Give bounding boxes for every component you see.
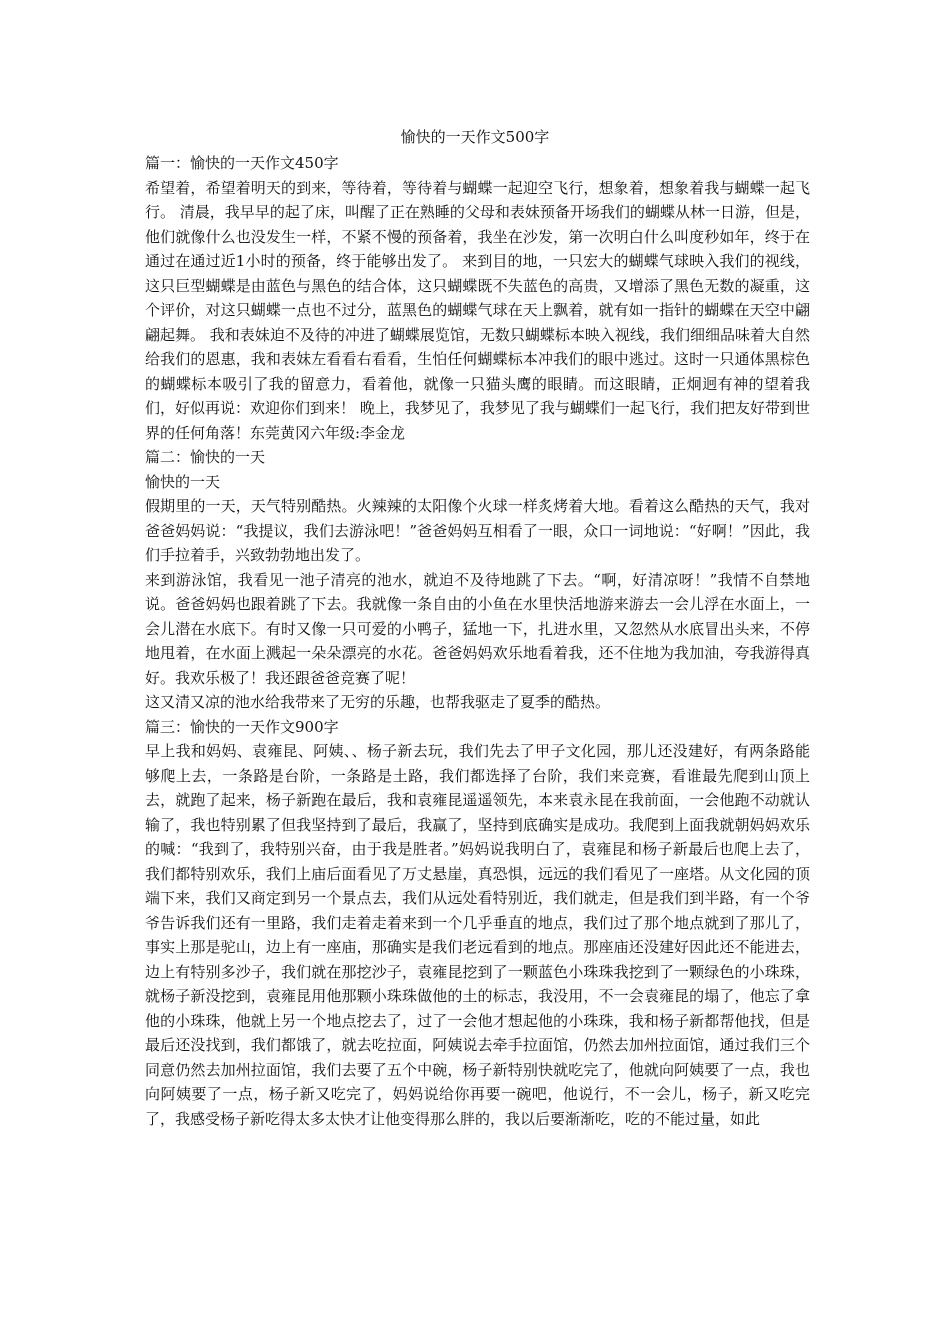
section-heading-3: 篇三：愉快的一天作文900字 <box>145 717 339 736</box>
paragraph-outing-story: 早上我和妈妈、袁雍昆、阿姨、、杨子新去玩，我们先去了甲子文化园，那儿还没建好，有两条路能够爬上去，一条路是台阶，一条路是土路，我们都选择了台阶，我们来竞赛，看谁最先爬到山顶上去，就跑了起来，杨子新跑在最后，我和袁雍昆遥遥领先，本来袁永昆在我前面，一会他跑不动就认输了，我也特别累了但我坚持到了最后，我赢了，坚持到底确实是成功。我爬到上面我就朝妈妈欢乐的喊：“我到了，我特别兴奋，由于我是胜者。”妈妈说我明白了，袁雍昆和杨子新最后也爬上去了，我们都特别欢乐，我们上庙后面看见了万丈悬崖，真恐惧，远远的我们看见了一座塔。从文化园的顶端下来，我们又商定到另一个景点去，我们从远处看特别近，我们就走，但是我们到半路，有一个爷爷告诉我们还有一里路，我们走着走着来到一个几乎垂直的地点，我们过了那个地点就到了那儿了，事实上那是驼山，边上有一座庙，那确实是我们老远看到的地点。那座庙还没建好因此还不能进去，边上有特别多沙子，我们就在那挖沙子，袁雍昆挖到了一颗蓝色小珠珠我挖到了一颗绿色的小珠珠，就杨子新没挖到，袁雍昆用他那颗小珠珠做他的土的标志，我没用，不一会袁雍昆的塌了，他忘了拿他的小珠珠，他就上另一个地点挖去了，过了一会他才想起他的小珠珠，我和杨子新都帮他找，但是最后还没找到，我们都饿了，就去吃拉面，阿姨说去牵手拉面馆，仍然去加州拉面馆，通过我们三个同意仍然去加州拉面馆，我们去要了五个中碗，杨子新特别快就吃完了，他就向阿姨要了一点，我也向阿姨要了一点，杨子新又吃完了，妈妈说给你再要一碗吧，他说行，不一会儿，杨子，新又吃完了，我感受杨子新吃得太多太快才让他变得那么胖的，我以后要渐渐吃，吃的不能过量，如此 <box>145 742 810 1128</box>
paragraph-hot-day: 假期里的一天，天气特别酷热。火辣辣的太阳像个火球一样炙烤着大地。看着这么酷热的天气，我对爸爸妈妈说：“我提议，我们去游泳吧！”爸爸妈妈互相看了一眼，众口一词地说：“好啊！”因此，我们手拉着手，兴致勃勃地出发了。 <box>145 497 810 564</box>
section-heading-1: 篇一：愉快的一天作文450字 <box>145 154 339 172</box>
document-title: 愉快的一天作文500字 <box>400 128 550 146</box>
document-body <box>145 151 810 1131</box>
paragraph-conclusion: 这又清又凉的池水给我带来了无穷的乐趣，也帮我驱走了夏季的酷热。 <box>145 693 611 711</box>
section-heading-2: 篇二：愉快的一天 <box>145 448 266 466</box>
paragraph-swimming-pool: 来到游泳馆，我看见一池子清亮的池水，就迫不及待地跳了下去。“啊，好清凉呀！”我情不自禁地说。爸爸妈妈也跟着跳了下去。我就像一条自由的小鱼在水里快活地游来游去一会儿浮在水面上，一会儿潜在水底下。有时又像一只可爱的小鸭子，猛地一下，扎进水里，又忽然从水底冒出头来，不停地甩着，在水面上溅起一朵朵漂亮的水花。爸爸妈妈欢乐地看着我，还不住地为我加油，夸我游得真好。我欢乐极了！我还跟爸爸竞赛了呢！ <box>145 570 810 687</box>
paragraph-butterfly-story: 希望着，希望着明天的到来，等待着，等待着与蝴蝶一起迎空飞行，想象着，想象着我与蝴蝶一起飞行。 清晨，我早早的起了床，叫醒了正在熟睡的父母和表妹预备开场我们的蝴蝶从林一日游，但是，他们就像什么也没发生一样，不紧不慢的预备着，我坐在沙发，第一次明白什么叫度秒如年，终于在通过在通过近1小时的预备，终于能够出发了。 来到目的地，一只宏大的蝴蝶气球映入我们的视线，这只巨型蝴蝶是由蓝色与黑色的结合体，这只蝴蝶既不失蓝色的高贵，又增添了黑色无数的凝重，这个评价，对这只蝴蝶一点也不过分，蓝黑色的蝴蝶气球在天上飘着，就有如一指针的蝴蝶在天空中翩翩起舞。 我和表妹迫不及待的冲进了蝴蝶展览馆，无数只蝴蝶标本映入视线，我们细细品味着大自然给我们的恩惠，我和表妹左看看右看看，生怕任何蝴蝶标本冲我们的眼中逃过。这时一只通体黑棕色的蝴蝶标本吸引了我的留意力，看着他，就像一只猫头鹰的眼睛。而这眼睛，正炯迥有神的望着我们，好似再说：欢迎你们到来！ 晚上，我梦见了，我梦见了我与蝴蝶们一起飞行，我们把友好带到世界的任何角落！东莞黄冈六年级:李金龙 <box>145 178 810 442</box>
section-subtitle-2: 愉快的一天 <box>145 472 221 491</box>
